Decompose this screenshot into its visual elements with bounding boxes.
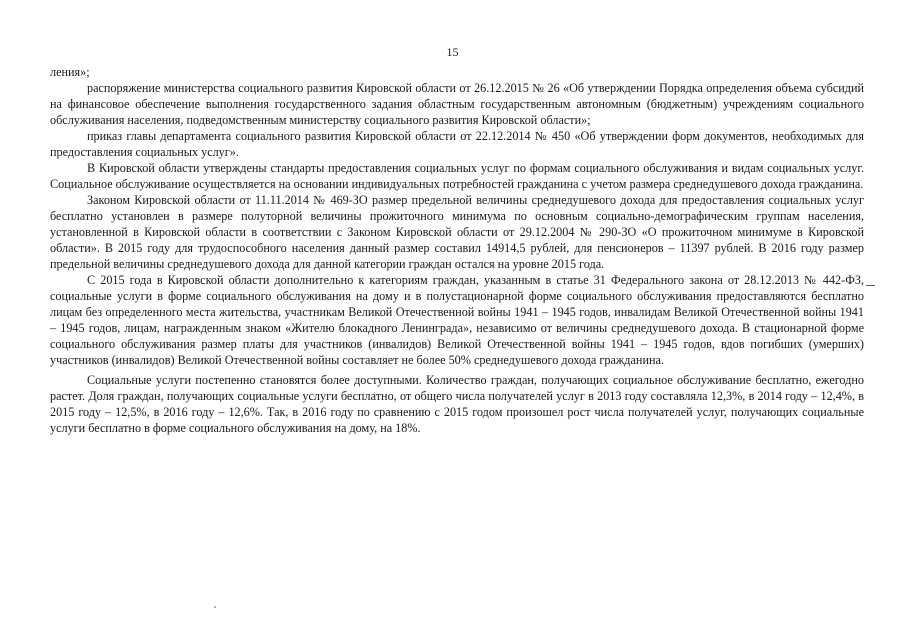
paragraph-income-threshold: Законом Кировской области от 11.11.2014 № 469-ЗО размер предельной величины среднедушевого дохода для предоставления социальных услуг бесплатно установлен в размере полуторной величины прожиточного минимума по основным социально-демографическим группам населения, установленной в Кировской области в соответствии с Законом Кировской области от 29.12.2004 № 290-ЗО «О прожиточном минимуме в Кировской области». В 2015 году для трудоспособного населения данный размер составил 14914,5 рублей, для пенсионеров – 11397 рублей. В 2016 году размер предельной величины среднедушевого дохода для данной категории граждан остался на уровне 2015 года. [50, 193, 864, 271]
page-number: 15 [446, 45, 459, 59]
paragraph-ministry-order: распоряжение министерства социального развития Кировской области от 26.12.2015 № 26 «Об утверждении Порядка определения объема субсидий на финансовое обеспечение выполнения государственного задания областным государственным автономным (бюджетным) учреждениям социального обслуживания населения, подведомственным министерству социального развития Кировской области»; [50, 81, 864, 127]
margin-mark [866, 285, 875, 286]
paragraph-free-categories: С 2015 года в Кировской области дополнительно к категориям граждан, указанным в статье 31 Федерального закона от 28.12.2013 № 442-ФЗ, социальные услуги в форме социального обслуживания на дому и в полустационарной форме социального обслуживания предоставляются бесплатно лицам без определенного места жительства, участникам Великой Отечественной войны 1941 – 1945 годов, инвалидам Великой Отечественной войны 1941 – 1945 годов, лицам, награжденным знаком «Жителю блокадного Ленинграда», независимо от величины среднедушевого дохода. В стационарной форме социального обслуживания размер платы для участников (инвалидов) Великой Отечественной войны 1941 – 1945 годов, вдов погибших (умерших) участников (инвалидов) Великой Отечественной войны составляет не более 50% среднедушевого дохода гражданина. [50, 273, 864, 367]
paragraph-department-order: приказ главы департамента социального развития Кировской области от 22.12.2014 № 450 «Об утверждении форм документов, необходимых для предоставления социальных услуг». [50, 129, 864, 159]
paragraph-service-standards: В Кировской области утверждены стандарты предоставления социальных услуг по формам социального обслуживания и видам социальных услуг. Социальное обслуживание осуществляется на основании индивидуальных потребностей гражданина с учетом размера среднедушевого дохода гражданина. [50, 161, 864, 191]
scan-speck [214, 606, 216, 608]
paragraph-continuation: ления»; [50, 65, 90, 79]
document-body [50, 64, 864, 436]
paragraph-availability-stats: Социальные услуги постепенно становятся более доступными. Количество граждан, получающих социальное обслуживание бесплатно, ежегодно растет. Доля граждан, получающих социальные услуги бесплатно, от общего числа получателей услуг в 2013 году составляла 12,3%, в 2014 году – 12,4%, в 2015 году – 12,5%, в 2016 году – 12,6%. Так, в 2016 году по сравнению с 2015 годом произошел рост числа получателей услуг, получающих социальные услуги бесплатно в форме социального обслуживания на дому, на 18%. [50, 373, 864, 435]
